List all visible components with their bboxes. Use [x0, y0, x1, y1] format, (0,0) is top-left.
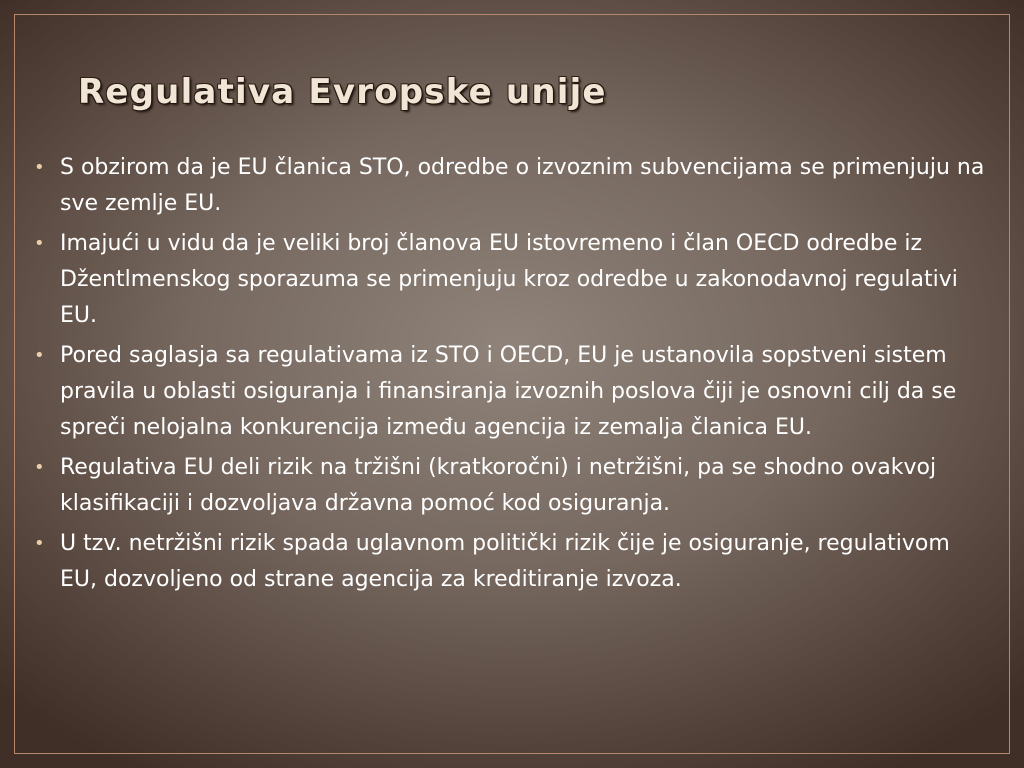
bullet-item	[32, 226, 992, 334]
bullet-icon: •	[34, 157, 45, 178]
bullet-icon: •	[34, 533, 45, 554]
bullet-text: Pored saglasja sa regulativama iz STO i OECD, EU je ustanovila sopstveni sistem pravila u oblasti osiguranja i finansiranja izvoznih poslova čiji je osnovni cilj da se spreči nelojalna konkurencija između agencija iz zemalja članica EU.	[60, 343, 957, 440]
bullet-item	[32, 150, 992, 222]
bullet-item	[32, 450, 992, 522]
bullet-icon: •	[34, 345, 45, 366]
slide-title: Regulativa Evropske unije	[78, 72, 607, 112]
bullet-text: Regulativa EU deli rizik na tržišni (kratkoročni) i netržišni, pa se shodno ovakvoj klasifikaciji i dozvoljava državna pomoć kod osiguranja.	[60, 455, 937, 516]
bullet-icon: •	[34, 457, 45, 478]
bullet-list	[32, 150, 992, 602]
bullet-item	[32, 338, 992, 446]
bullet-text: S obzirom da je EU članica STO, odredbe o izvoznim subvencijama se primenjuju na sve zemlje EU.	[60, 155, 985, 216]
bullet-icon: •	[34, 233, 45, 254]
bullet-text: U tzv. netržišni rizik spada uglavnom politički rizik čije je osiguranje, regulativom EU, dozvoljeno od strane agencija za kreditiranje izvoza.	[60, 531, 950, 592]
bullet-item	[32, 526, 992, 598]
bullet-text: Imajući u vidu da je veliki broj članova EU istovremeno i član OECD odredbe iz Džentlmenskog sporazuma se primenjuju kroz odredbe u zakonodavnoj regulativi EU.	[60, 231, 958, 328]
